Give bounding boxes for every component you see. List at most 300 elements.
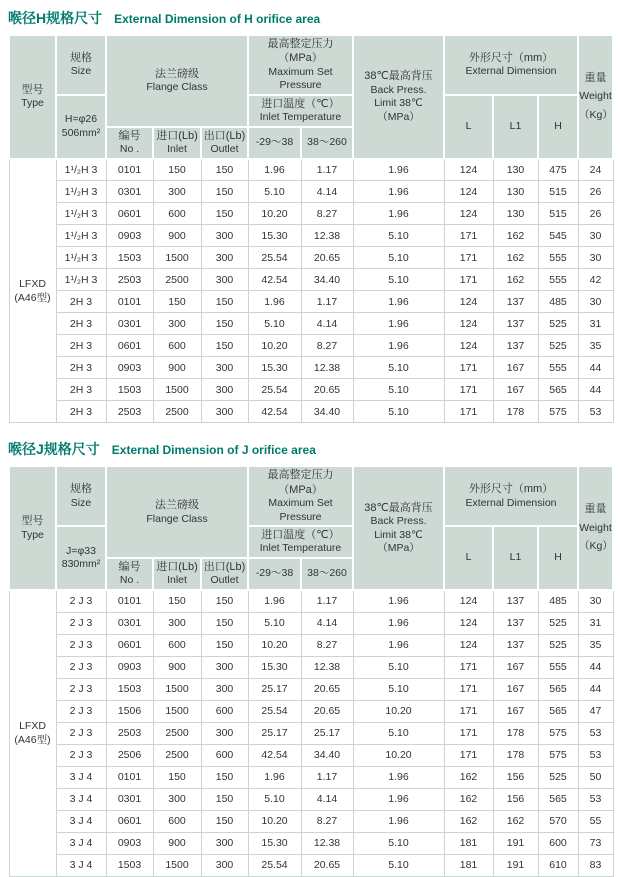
table-row — [9, 832, 613, 854]
cell: 1.96 — [353, 335, 444, 357]
col-header-external-dimension: 外形尺寸（mm） External Dimension — [444, 466, 578, 526]
cell: 150 — [201, 159, 248, 181]
section-j-orifice — [8, 439, 612, 876]
cell: 2 J 3 — [56, 634, 106, 656]
cell: 525 — [538, 766, 578, 788]
cell: 162 — [493, 247, 538, 269]
cell: 25.54 — [248, 854, 301, 876]
col-header-inlet: 进口(Lb) Inlet — [153, 127, 201, 159]
cell: 124 — [444, 590, 493, 612]
cell: 1506 — [106, 700, 153, 722]
col-header-external-dimension: 外形尺寸（mm） External Dimension — [444, 35, 578, 95]
cell: 167 — [493, 379, 538, 401]
cell: 0301 — [106, 788, 153, 810]
cell: 300 — [201, 854, 248, 876]
cell: 0601 — [106, 335, 153, 357]
col-header-temp-range-2: 38～260 — [301, 127, 353, 159]
cell: 150 — [201, 203, 248, 225]
cell: 137 — [493, 291, 538, 313]
cell: 300 — [201, 832, 248, 854]
cell: 1.17 — [301, 291, 353, 313]
cell: 600 — [538, 832, 578, 854]
cell: 31 — [578, 313, 613, 335]
cell: 10.20 — [248, 634, 301, 656]
cell: 2H 3 — [56, 291, 106, 313]
section-title-h — [8, 8, 612, 28]
cell: 26 — [578, 203, 613, 225]
table-row — [9, 700, 613, 722]
cell: 171 — [444, 700, 493, 722]
cell: 600 — [153, 810, 201, 832]
cell: 8.27 — [301, 810, 353, 832]
cell: 156 — [493, 766, 538, 788]
col-header-h: H — [538, 95, 578, 159]
col-header-size: 规格 Size — [56, 35, 106, 95]
col-header-weight: 重量 Weight （Kg） — [578, 35, 613, 159]
cell: 162 — [493, 810, 538, 832]
cell: 25.54 — [248, 700, 301, 722]
cell: 2 J 3 — [56, 612, 106, 634]
section-h-orifice — [8, 8, 612, 423]
table-row — [9, 159, 613, 181]
cell: 15.30 — [248, 357, 301, 379]
cell: 0101 — [106, 291, 153, 313]
section-title-en: External Dimension of J orifice area — [111, 443, 316, 458]
section-title-zh: 喉径J规格尺寸 — [8, 441, 100, 458]
cell: 150 — [153, 291, 201, 313]
cell: 4.14 — [301, 612, 353, 634]
cell: 150 — [201, 634, 248, 656]
cell: 124 — [444, 335, 493, 357]
cell: 53 — [578, 788, 613, 810]
cell: 555 — [538, 247, 578, 269]
table-row — [9, 247, 613, 269]
cell: 300 — [201, 247, 248, 269]
j-orifice-table — [8, 465, 614, 876]
table-row — [9, 722, 613, 744]
cell: 900 — [153, 832, 201, 854]
cell: 0601 — [106, 634, 153, 656]
cell: 162 — [493, 269, 538, 291]
table-row — [9, 291, 613, 313]
cell: 3 J 4 — [56, 766, 106, 788]
table-body — [9, 159, 613, 423]
cell: 150 — [201, 313, 248, 335]
cell: 300 — [201, 357, 248, 379]
cell: 2503 — [106, 722, 153, 744]
col-header-inlet-temperature: 进口温度（℃） Inlet Temperature — [248, 95, 353, 127]
cell: 1.96 — [353, 788, 444, 810]
col-header-temp-range-1: -29～38 — [248, 558, 301, 590]
cell: 525 — [538, 612, 578, 634]
col-header-max-set-pressure: 最高整定压力（MPa） Maximum Set Pressure — [248, 35, 353, 95]
col-header-l1: L1 — [493, 95, 538, 159]
cell: 1.96 — [248, 766, 301, 788]
cell: 575 — [538, 722, 578, 744]
cell: 565 — [538, 700, 578, 722]
cell: 300 — [153, 612, 201, 634]
col-header-inlet-temperature: 进口温度（℃） Inlet Temperature — [248, 526, 353, 558]
cell: 485 — [538, 291, 578, 313]
cell: 137 — [493, 313, 538, 335]
cell: 171 — [444, 357, 493, 379]
cell: 600 — [201, 700, 248, 722]
table-row — [9, 203, 613, 225]
cell: 53 — [578, 744, 613, 766]
cell: 2506 — [106, 744, 153, 766]
cell: 300 — [201, 722, 248, 744]
cell: 600 — [153, 634, 201, 656]
cell: 0903 — [106, 225, 153, 247]
cell: 167 — [493, 357, 538, 379]
cell: 191 — [493, 854, 538, 876]
cell: 1¹/₂H 3 — [56, 203, 106, 225]
cell: 1500 — [153, 854, 201, 876]
col-header-type: 型号 Type — [9, 35, 56, 159]
cell: 171 — [444, 678, 493, 700]
cell: 1500 — [153, 247, 201, 269]
cell: 12.38 — [301, 832, 353, 854]
cell: 30 — [578, 225, 613, 247]
cell: 3 J 4 — [56, 810, 106, 832]
cell: 1500 — [153, 678, 201, 700]
section-title-j — [8, 439, 612, 459]
cell: 25.17 — [248, 678, 301, 700]
cell: 1.96 — [353, 291, 444, 313]
cell: 2500 — [153, 722, 201, 744]
cell: 1503 — [106, 678, 153, 700]
cell: 12.38 — [301, 357, 353, 379]
cell: 300 — [201, 269, 248, 291]
cell: 30 — [578, 590, 613, 612]
cell: 1¹/₂H 3 — [56, 181, 106, 203]
cell: 2H 3 — [56, 401, 106, 423]
table-row — [9, 357, 613, 379]
cell: 2H 3 — [56, 357, 106, 379]
cell: 5.10 — [353, 269, 444, 291]
table-row — [9, 766, 613, 788]
table-body — [9, 590, 613, 876]
cell: 171 — [444, 225, 493, 247]
col-header-max-set-pressure: 最高整定压力（MPa） Maximum Set Pressure — [248, 466, 353, 526]
cell: 150 — [153, 590, 201, 612]
cell: 0301 — [106, 181, 153, 203]
col-header-l1: L1 — [493, 526, 538, 590]
table-row — [9, 225, 613, 247]
cell: 5.10 — [353, 379, 444, 401]
cell: 30 — [578, 247, 613, 269]
col-header-no: 编号 No . — [106, 127, 153, 159]
cell: 5.10 — [353, 357, 444, 379]
cell: 20.65 — [301, 700, 353, 722]
h-orifice-table — [8, 34, 614, 423]
col-header-h: H — [538, 526, 578, 590]
cell: 42.54 — [248, 269, 301, 291]
cell: 15.30 — [248, 656, 301, 678]
cell: 191 — [493, 832, 538, 854]
cell: 1.96 — [353, 810, 444, 832]
cell: 124 — [444, 181, 493, 203]
table-header — [9, 466, 613, 590]
cell: 565 — [538, 379, 578, 401]
cell: 0903 — [106, 656, 153, 678]
cell: 124 — [444, 159, 493, 181]
cell: 55 — [578, 810, 613, 832]
cell: 1.96 — [353, 634, 444, 656]
cell: 42 — [578, 269, 613, 291]
cell: 1¹/₂H 3 — [56, 269, 106, 291]
cell: 34.40 — [301, 401, 353, 423]
table-row — [9, 810, 613, 832]
cell: 545 — [538, 225, 578, 247]
cell: 171 — [444, 744, 493, 766]
cell: 5.10 — [248, 313, 301, 335]
cell: 5.10 — [353, 656, 444, 678]
table-row — [9, 854, 613, 876]
cell: 300 — [201, 401, 248, 423]
cell: 2H 3 — [56, 379, 106, 401]
cell: 35 — [578, 634, 613, 656]
cell: 600 — [153, 203, 201, 225]
cell: 20.65 — [301, 379, 353, 401]
cell: 2H 3 — [56, 335, 106, 357]
cell: 167 — [493, 678, 538, 700]
cell: 10.20 — [248, 335, 301, 357]
cell: 124 — [444, 634, 493, 656]
cell: 44 — [578, 379, 613, 401]
cell: 137 — [493, 590, 538, 612]
cell: 8.27 — [301, 203, 353, 225]
cell: 1¹/₂H 3 — [56, 225, 106, 247]
cell: 181 — [444, 854, 493, 876]
cell: 2500 — [153, 401, 201, 423]
cell: 2500 — [153, 269, 201, 291]
cell: 4.14 — [301, 788, 353, 810]
cell: 171 — [444, 401, 493, 423]
cell: 1.96 — [353, 181, 444, 203]
cell: 1503 — [106, 854, 153, 876]
col-header-size-spec: H=φ26 506mm² — [56, 95, 106, 159]
cell: 162 — [444, 766, 493, 788]
cell: 300 — [153, 313, 201, 335]
cell: 171 — [444, 379, 493, 401]
cell: 555 — [538, 357, 578, 379]
cell: 10.20 — [248, 810, 301, 832]
col-header-size-spec: J=φ33 830mm² — [56, 526, 106, 590]
cell: 2 J 3 — [56, 590, 106, 612]
cell: 1500 — [153, 379, 201, 401]
cell: 900 — [153, 357, 201, 379]
cell: 137 — [493, 335, 538, 357]
cell: 42.54 — [248, 401, 301, 423]
col-header-l: L — [444, 526, 493, 590]
cell: 8.27 — [301, 335, 353, 357]
cell: 124 — [444, 291, 493, 313]
col-header-back-pressure: 38℃最高背压 Back Press. Limit 38℃ （MPa） — [353, 466, 444, 590]
cell: 3 J 4 — [56, 854, 106, 876]
cell: 1¹/₂H 3 — [56, 247, 106, 269]
cell: 525 — [538, 335, 578, 357]
cell: 150 — [201, 181, 248, 203]
table-row — [9, 379, 613, 401]
cell: 0101 — [106, 159, 153, 181]
cell: 25.54 — [248, 247, 301, 269]
cell: 178 — [493, 744, 538, 766]
cell: 20.65 — [301, 854, 353, 876]
cell: 1.96 — [353, 590, 444, 612]
cell: 130 — [493, 181, 538, 203]
cell: 10.20 — [353, 700, 444, 722]
cell: 0101 — [106, 766, 153, 788]
cell: 53 — [578, 401, 613, 423]
cell: 10.20 — [353, 744, 444, 766]
cell: 35 — [578, 335, 613, 357]
cell: 47 — [578, 700, 613, 722]
cell: 10.20 — [248, 203, 301, 225]
cell: 2H 3 — [56, 313, 106, 335]
cell: 5.10 — [353, 854, 444, 876]
table-row — [9, 744, 613, 766]
cell: 1.96 — [353, 313, 444, 335]
cell: 2 J 3 — [56, 722, 106, 744]
cell: 1.17 — [301, 766, 353, 788]
cell: 44 — [578, 678, 613, 700]
cell: 181 — [444, 832, 493, 854]
cell: 73 — [578, 832, 613, 854]
cell: 50 — [578, 766, 613, 788]
cell: 2503 — [106, 401, 153, 423]
cell: 53 — [578, 722, 613, 744]
cell: 150 — [201, 766, 248, 788]
cell: 0301 — [106, 612, 153, 634]
cell: 30 — [578, 291, 613, 313]
cell: 83 — [578, 854, 613, 876]
cell: 300 — [201, 656, 248, 678]
cell: 1.96 — [248, 159, 301, 181]
cell: 150 — [201, 810, 248, 832]
cell: 4.14 — [301, 313, 353, 335]
cell: 25.17 — [301, 722, 353, 744]
cell: 0903 — [106, 832, 153, 854]
col-header-inlet: 进口(Lb) Inlet — [153, 558, 201, 590]
col-header-outlet: 出口(Lb) Outlet — [201, 558, 248, 590]
type-cell: LFXD (A46型) — [9, 159, 56, 423]
col-header-weight: 重量 Weight （Kg） — [578, 466, 613, 590]
cell: 20.65 — [301, 247, 353, 269]
cell: 42.54 — [248, 744, 301, 766]
cell: 5.10 — [353, 225, 444, 247]
cell: 25.17 — [248, 722, 301, 744]
cell: 162 — [493, 225, 538, 247]
cell: 575 — [538, 744, 578, 766]
cell: 34.40 — [301, 744, 353, 766]
col-header-temp-range-2: 38～260 — [301, 558, 353, 590]
cell: 600 — [153, 335, 201, 357]
table-row — [9, 181, 613, 203]
cell: 1503 — [106, 379, 153, 401]
cell: 44 — [578, 656, 613, 678]
cell: 150 — [201, 788, 248, 810]
cell: 1500 — [153, 700, 201, 722]
table-row — [9, 401, 613, 423]
cell: 150 — [201, 590, 248, 612]
section-title-en: External Dimension of H orifice area — [114, 12, 321, 26]
table-row — [9, 269, 613, 291]
col-header-l: L — [444, 95, 493, 159]
cell: 5.10 — [248, 181, 301, 203]
cell: 2503 — [106, 269, 153, 291]
cell: 570 — [538, 810, 578, 832]
cell: 26 — [578, 181, 613, 203]
section-title-zh: 喉径H规格尺寸 — [8, 10, 103, 26]
cell: 900 — [153, 656, 201, 678]
cell: 475 — [538, 159, 578, 181]
cell: 8.27 — [301, 634, 353, 656]
cell: 525 — [538, 634, 578, 656]
cell: 150 — [153, 159, 201, 181]
cell: 575 — [538, 401, 578, 423]
cell: 525 — [538, 313, 578, 335]
cell: 2500 — [153, 744, 201, 766]
cell: 300 — [153, 788, 201, 810]
cell: 2 J 3 — [56, 700, 106, 722]
cell: 300 — [201, 225, 248, 247]
cell: 150 — [201, 291, 248, 313]
cell: 130 — [493, 159, 538, 181]
cell: 1¹/₂H 3 — [56, 159, 106, 181]
cell: 0601 — [106, 810, 153, 832]
cell: 1.96 — [353, 766, 444, 788]
cell: 0903 — [106, 357, 153, 379]
cell: 1.96 — [353, 203, 444, 225]
cell: 5.10 — [353, 678, 444, 700]
cell: 150 — [153, 766, 201, 788]
cell: 1.96 — [353, 612, 444, 634]
cell: 44 — [578, 357, 613, 379]
cell: 555 — [538, 656, 578, 678]
cell: 25.54 — [248, 379, 301, 401]
col-header-flange-class: 法兰磅级 Flange Class — [106, 466, 248, 558]
col-header-type: 型号 Type — [9, 466, 56, 590]
col-header-flange-class: 法兰磅级 Flange Class — [106, 35, 248, 127]
cell: 20.65 — [301, 678, 353, 700]
cell: 565 — [538, 678, 578, 700]
cell: 600 — [201, 744, 248, 766]
cell: 1.96 — [248, 590, 301, 612]
cell: 300 — [201, 379, 248, 401]
cell: 178 — [493, 722, 538, 744]
table-row — [9, 634, 613, 656]
cell: 300 — [153, 181, 201, 203]
cell: 167 — [493, 656, 538, 678]
cell: 130 — [493, 203, 538, 225]
cell: 178 — [493, 401, 538, 423]
col-header-outlet: 出口(Lb) Outlet — [201, 127, 248, 159]
cell: 485 — [538, 590, 578, 612]
cell: 900 — [153, 225, 201, 247]
cell: 5.10 — [353, 722, 444, 744]
table-row — [9, 335, 613, 357]
cell: 162 — [444, 788, 493, 810]
cell: 4.14 — [301, 181, 353, 203]
table-row — [9, 590, 613, 612]
col-header-size: 规格 Size — [56, 466, 106, 526]
cell: 1.96 — [353, 159, 444, 181]
cell: 171 — [444, 247, 493, 269]
cell: 171 — [444, 722, 493, 744]
cell: 171 — [444, 269, 493, 291]
cell: 555 — [538, 269, 578, 291]
